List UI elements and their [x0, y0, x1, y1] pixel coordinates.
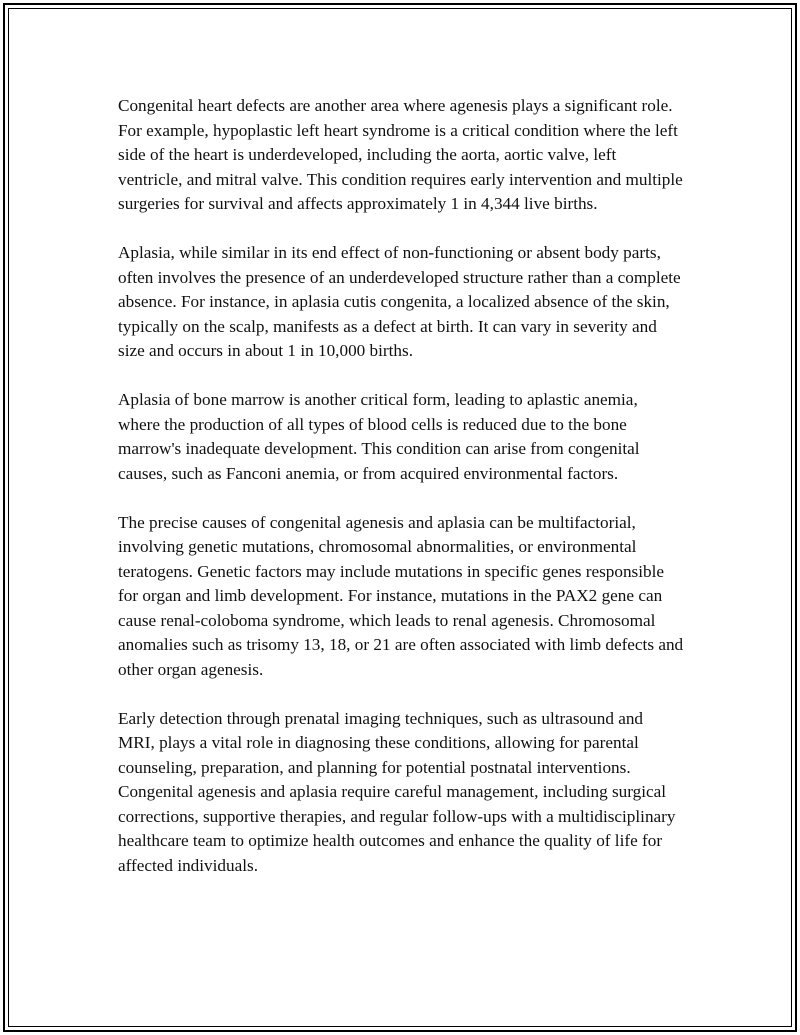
paragraph-bone-marrow: Aplasia of bone marrow is another critical form, leading to aplastic anemia, where the production of all types of blood cells is reduced due to the bone marrow's inadequate development. This condition can arise from congenital causes, such as Fanconi anemia, or from acquired environmental factors.	[118, 390, 640, 483]
paragraph-causes: The precise causes of congenital agenesis and aplasia can be multifactorial, involving genetic mutations, chromosomal abnormalities, or environmental teratogens. Genetic factors may include mutations in specific genes responsible for organ and limb development. For instance, mutations in the PAX2 gene can cause renal-coloboma syndrome, which leads to renal agenesis. Chromosomal anomalies such as trisomy 13, 18, or 21 are often associated with limb defects and other organ agenesis.	[118, 512, 684, 679]
paragraph-heart-defects: Congenital heart defects are another area where agenesis plays a significant role. For example, hypoplastic left heart syndrome is a critical condition where the left side of the heart is underdeveloped, including the aorta, aortic valve, left ventricle, and mitral valve. This condition requires early intervention and multiple surgeries for survival and affects approximately 1 in 4,344 live births.	[118, 96, 683, 213]
paragraph-aplasia: Aplasia, while similar in its end effect of non-functioning or absent body parts, often involves the presence of an underdeveloped structure rather than a complete absence. For instance, in aplasia cutis congenita, a localized absence of the skin, typically on the scalp, manifests as a defect at birth. It can vary in severity and size and occurs in about 1 in 10,000 births.	[118, 243, 681, 360]
document-body	[118, 94, 684, 903]
paragraph-early-detection: Early detection through prenatal imaging techniques, such as ultrasound and MRI, plays a vital role in diagnosing these conditions, allowing for parental counseling, preparation, and planning for potential postnatal interventions. Congenital agenesis and aplasia require careful management, including surgical corrections, supportive therapies, and regular follow-ups with a multidisciplinary healthcare team to optimize health outcomes and enhance the quality of life for affected individuals.	[118, 708, 676, 875]
